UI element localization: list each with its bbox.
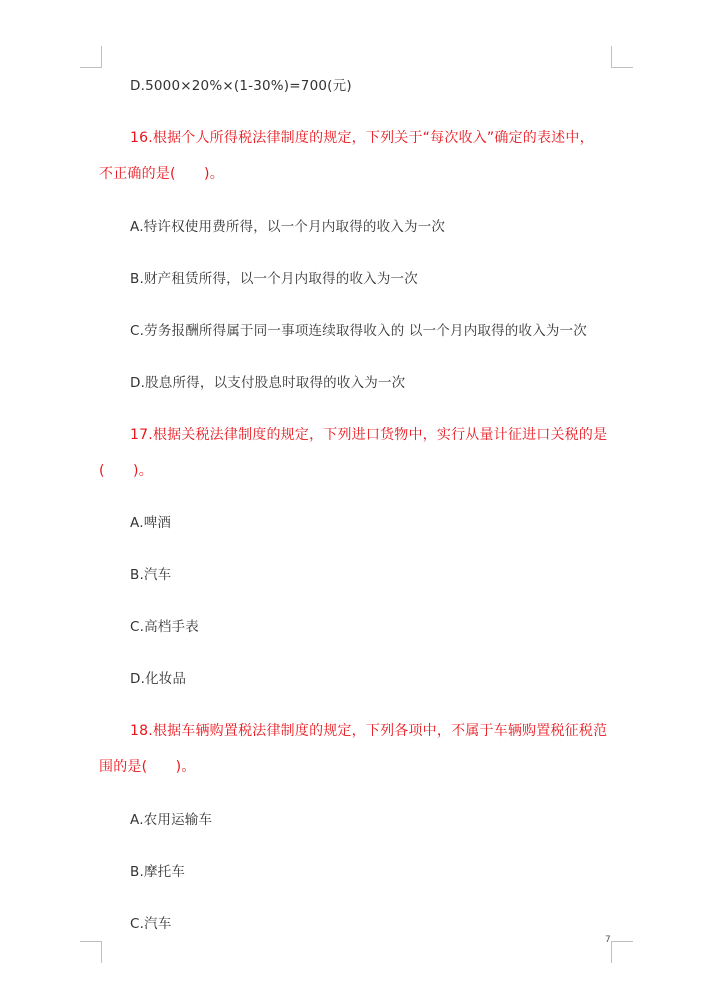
question-16-title-cont: 不正确的是( )。 bbox=[99, 166, 224, 182]
corner-mark-bottom-right-v bbox=[611, 941, 612, 963]
question-16-option-d: D.股息所得，以支付股息时取得的收入为一次 bbox=[130, 375, 406, 391]
question-18-option-c: C.汽车 bbox=[130, 916, 172, 932]
question-17-title: 17.根据关税法律制度的规定，下列进口货物中，实行从量计征进口关税的是 bbox=[130, 427, 608, 443]
question-17-option-c: C.高档手表 bbox=[130, 619, 199, 635]
corner-mark-bottom-right-h bbox=[611, 941, 633, 942]
question-17-option-a: A.啤酒 bbox=[130, 515, 172, 531]
corner-mark-top-left-v bbox=[101, 46, 102, 68]
corner-mark-top-right-v bbox=[611, 46, 612, 68]
corner-mark-top-left-h bbox=[80, 67, 102, 68]
corner-mark-bottom-left-h bbox=[80, 941, 102, 942]
question-17-title-cont: ( )。 bbox=[99, 463, 153, 479]
page-number: 7 bbox=[605, 935, 611, 945]
question-16-option-a: A.特许权使用费所得，以一个月内取得的收入为一次 bbox=[130, 219, 446, 235]
question-17-option-b: B.汽车 bbox=[130, 567, 172, 583]
corner-mark-top-right-h bbox=[611, 67, 633, 68]
question-18-option-a: A.农用运输车 bbox=[130, 812, 213, 828]
question-17-option-d: D.化妆品 bbox=[130, 671, 187, 687]
question-16-option-b: B.财产租赁所得，以一个月内取得的收入为一次 bbox=[130, 271, 418, 287]
corner-mark-bottom-left-v bbox=[101, 941, 102, 963]
question-18-title-cont: 围的是( )。 bbox=[99, 759, 196, 775]
question-16-option-c: C.劳务报酬所得属于同一事项连续取得收入的 以一个月内取得的收入为一次 bbox=[130, 323, 588, 339]
question-18-option-b: B.摩托车 bbox=[130, 864, 186, 880]
option-text: D.5000×20%×(1-30%)=700(元) bbox=[130, 78, 352, 94]
question-16-title: 16.根据个人所得税法律制度的规定，下列关于“每次收入”确定的表述中， bbox=[130, 130, 594, 146]
question-18-title: 18.根据车辆购置税法律制度的规定，下列各项中，不属于车辆购置税征税范 bbox=[130, 723, 608, 739]
